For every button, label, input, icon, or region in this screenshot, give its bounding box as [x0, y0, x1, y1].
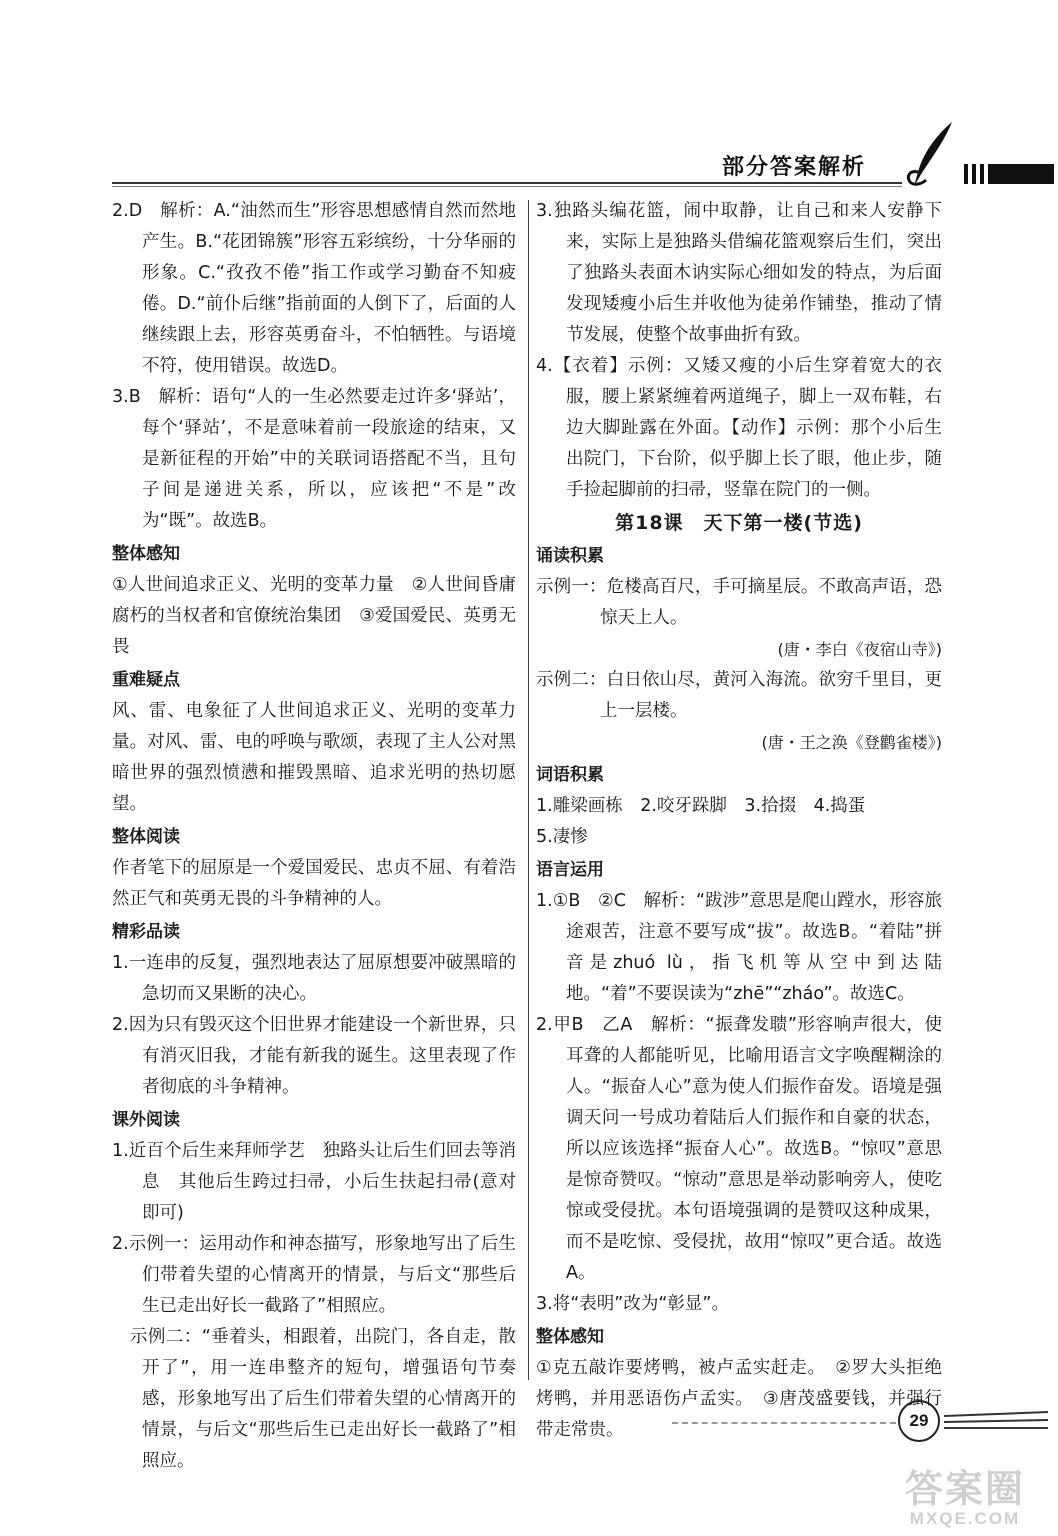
answer-paragraph: 5.凄惨 — [536, 827, 588, 847]
lesson-title: 第18课 天下第一楼(节选) — [615, 512, 863, 534]
answer-item: 2.D 解析：A.“油然而生”形容思想感情自然而然地产生。B.“花团锦簇”形容五彩缤纷，十分华丽的形象。C.“孜孜不倦”指工作或学习勤奋不知疲倦。D.“前仆后继”指前面的人倒下了，后面的人继续跟上去，形容英勇奋斗，不怕牺牲。与语境不符，使用错误。故选D。 — [112, 201, 516, 376]
poem-example: 示例一：危楼高百尺，手可摘星辰。不敢高声语，恐惊天上人。 — [536, 577, 942, 628]
answer-item: 4.【衣着】示例：又矮又瘦的小后生穿着宽大的衣服，腰上紧紧缠着两道绳子，脚上一双布鞋，右边大脚趾露在外面。【动作】示例：那个小后生出院门，下台阶，似乎脚上长了眼，他止步，随手捡起脚前的扫帚，竖靠在院门的一侧。 — [536, 356, 942, 500]
poem-example: 示例二：白日依山尽，黄河入海流。欲穷千里目，更上一层楼。 — [536, 670, 942, 721]
answer-paragraph: ①人世间追求正义、光明的变革力量 ②人世间昏庸腐朽的当权者和官僚统治集团 ③爱国爱民、英勇无畏 — [112, 575, 516, 657]
answer-item: 1.一连串的反复，强烈地表达了屈原想要冲破黑暗的急切而又果断的决心。 — [112, 953, 516, 1004]
answer-item: 2.示例一：运用动作和神态描写，形象地写出了后生们带着失望的心情离开的情景，与后文“那些后生已走出好长一截路了”相照应。 — [112, 1234, 516, 1316]
watermark-line2: MXQE.COM — [909, 1509, 1021, 1528]
poem-source: (唐・李白《夜宿山寺》) — [777, 640, 942, 659]
watermark-logo — [880, 1470, 1050, 1530]
footer-dash-line — [672, 1422, 896, 1424]
header-rule-thin — [112, 186, 902, 187]
answer-paragraph: 风、雷、电象征了人世间追求正义、光明的变革力量。对风、雷、电的呼唤与歌颂，表现了主人公对黑暗世界的强烈愤懑和摧毁黑暗、追求光明的热切愿望。 — [112, 701, 516, 814]
poem-source: (唐・王之涣《登鹳雀楼》) — [761, 733, 942, 752]
answer-item: 示例二：“垂着头，相跟着，出院门，各自走，散开了”，用一连串整齐的短句，增强语句节奏感，形象地写出了后生们带着失望的心情离开的情景，与后文“那些后生已走出好长一截路了”相照应。 — [112, 1327, 516, 1471]
answer-item: 1.①B ②C 解析：“跋涉”意思是爬山蹚水，形容旅途艰苦，注意不要写成“拔”。故选B。“着陆”拼音是zhuó lù，指飞机等从空中到达陆地。“着”不要误读为“zhē”“zháo”。故选C。 — [536, 891, 942, 1004]
answer-item: 2.因为只有毁灭这个旧世界才能建设一个新世界，只有消灭旧我，才能有新我的诞生。这里表现了作者彻底的斗争精神。 — [112, 1015, 516, 1097]
watermark-line1: 答案圈 — [904, 1469, 1025, 1511]
answer-item: 3.将“表明”改为“彰显”。 — [536, 1294, 729, 1314]
answer-paragraph: 作者笔下的屈原是一个爱国爱民、忠贞不屈、有着浩然正气和英勇无畏的斗争精神的人。 — [112, 858, 516, 909]
section-heading: 整体感知 — [112, 544, 180, 564]
header-title: 部分答案解析 — [722, 155, 867, 180]
section-heading: 词语积累 — [536, 765, 604, 785]
section-heading: 重难疑点 — [112, 670, 180, 690]
answer-paragraph: 1.雕梁画栋 2.咬牙跺脚 3.拾掇 4.捣蛋 — [536, 796, 866, 816]
header-rule — [112, 182, 902, 184]
page-number: 29 — [898, 1400, 940, 1442]
right-column — [536, 196, 942, 1446]
section-heading: 精彩品读 — [112, 922, 180, 942]
section-heading: 语言运用 — [536, 860, 604, 880]
section-heading: 整体阅读 — [112, 827, 180, 847]
answer-item: 1.近百个后生来拜师学艺 独路头让后生们回去等消息 其他后生跨过扫帚，小后生扶起扫帚(意对即可) — [112, 1141, 516, 1223]
answer-item: 2.甲B 乙A 解析：“振聋发聩”形容响声很大，使耳聋的人都能听见，比喻用语言文字唤醒糊涂的人。“振奋人心”意为使人们振作奋发。语境是强调天问一号成功着陆后人们振作和自豪的状态，所以应该选择“振奋人心”。故选B。“惊叹”意思是惊奇赞叹。“惊动”意思是举动影响旁人，使吃惊或受侵扰。本句语境强调的是赞叹这种成果，而不是吃惊、受侵扰，故用“惊叹”更合适。故选A。 — [536, 1015, 942, 1283]
footer-lines-decoration — [944, 1410, 1048, 1434]
section-heading: 整体感知 — [536, 1327, 604, 1347]
section-heading: 课外阅读 — [112, 1110, 180, 1130]
header-bar-decoration — [958, 164, 1054, 184]
column-divider — [528, 200, 529, 1380]
section-heading: 诵读积累 — [536, 546, 604, 566]
answer-paragraph: ①克五敲诈要烤鸭，被卢孟实赶走。 ②罗大头拒绝烤鸭，并用恶语伤卢孟实。 ③唐茂盛要钱，并强行带走常贵。 — [536, 1358, 942, 1440]
answer-item: 3.B 解析：语句“人的一生必然要走过许多‘驿站’，每个‘驿站’，不是意味着前一段旅途的结束，又是新征程的开始”中的关联词语搭配不当，且句子间是递进关系，所以，应该把“不是”改为“既”。故选B。 — [112, 387, 516, 531]
answer-item: 3.独路头编花篮，闹中取静，让自己和来人安静下来，实际上是独路头借编花篮观察后生们，突出了独路头表面木讷实际心细如发的特点，为后面发现矮瘦小后生并收他为徒弟作铺垫，推动了情节发展，使整个故事曲折有致。 — [536, 201, 942, 345]
left-column — [112, 196, 516, 1477]
quill-pen-icon — [900, 120, 960, 190]
